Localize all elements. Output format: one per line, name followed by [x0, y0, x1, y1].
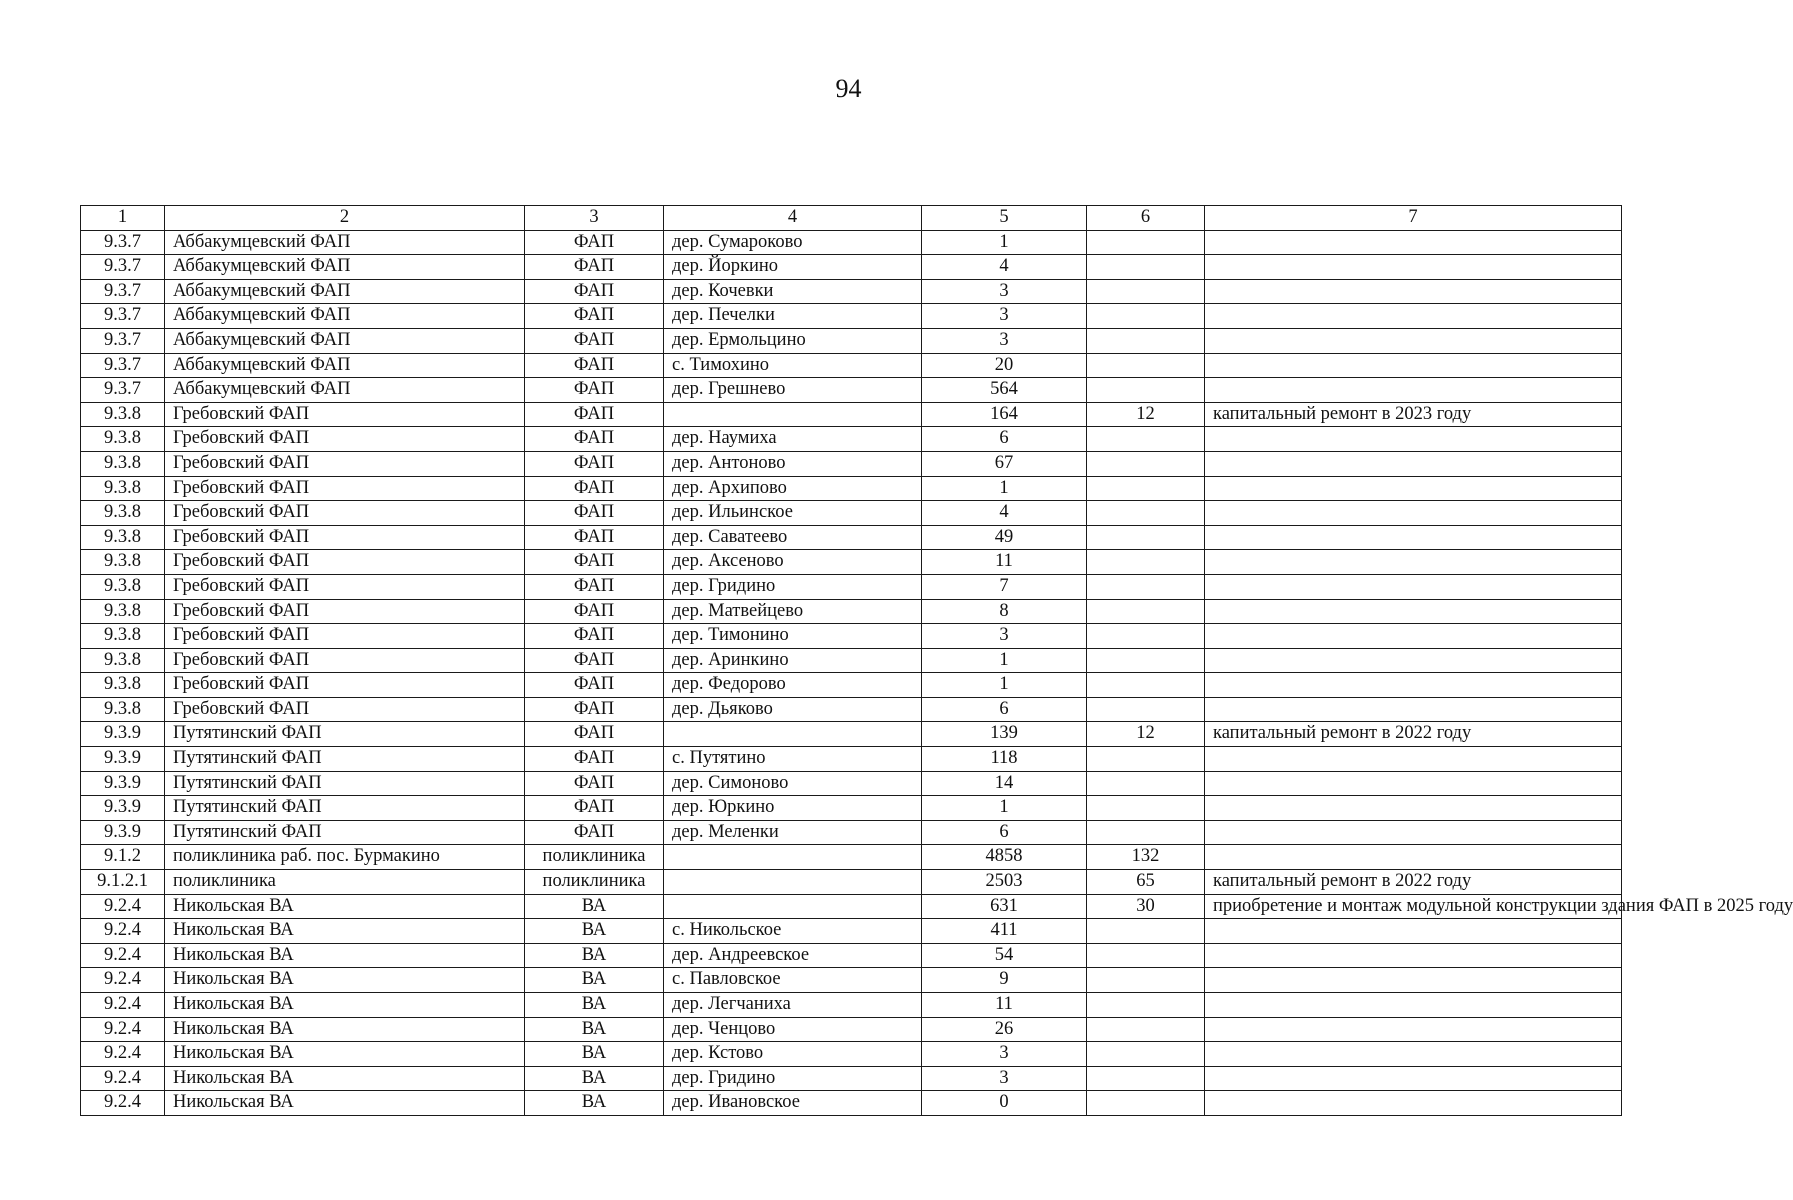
facility-type-cell: ВА — [525, 1066, 664, 1091]
table-row — [81, 1091, 1622, 1116]
table-row — [81, 550, 1622, 575]
row-number-cell: 9.2.4 — [81, 1017, 165, 1042]
population-cell: 14 — [922, 771, 1087, 796]
population-cell: 118 — [922, 747, 1087, 772]
facility-type-cell: ФАП — [525, 820, 664, 845]
note-cell — [1205, 525, 1622, 550]
settlement-cell: дер. Тимонино — [664, 624, 922, 649]
facility-type-cell: ФАП — [525, 673, 664, 698]
population-cell: 2503 — [922, 870, 1087, 895]
population-cell: 20 — [922, 353, 1087, 378]
staff-cell — [1087, 1066, 1205, 1091]
facility-type-cell: ВА — [525, 968, 664, 993]
population-cell: 9 — [922, 968, 1087, 993]
staff-cell — [1087, 279, 1205, 304]
settlement-cell: дер. Меленки — [664, 820, 922, 845]
facility-name-cell: Гребовский ФАП — [165, 402, 525, 427]
facility-name-cell: Никольская ВА — [165, 894, 525, 919]
settlement-cell: с. Павловское — [664, 968, 922, 993]
facility-name-cell: Гребовский ФАП — [165, 673, 525, 698]
facility-name-cell: Гребовский ФАП — [165, 550, 525, 575]
facility-name-cell: Путятинский ФАП — [165, 820, 525, 845]
facility-type-cell: ФАП — [525, 427, 664, 452]
table-row — [81, 894, 1622, 919]
population-cell: 1 — [922, 476, 1087, 501]
row-number-cell: 9.3.8 — [81, 525, 165, 550]
column-header: 5 — [922, 206, 1087, 231]
table-row — [81, 968, 1622, 993]
settlement-cell: дер. Гридино — [664, 574, 922, 599]
row-number-cell: 9.3.8 — [81, 574, 165, 599]
staff-cell — [1087, 525, 1205, 550]
facility-type-cell: ВА — [525, 993, 664, 1018]
staff-cell — [1087, 501, 1205, 526]
facility-type-cell: ФАП — [525, 353, 664, 378]
row-number-cell: 9.3.8 — [81, 550, 165, 575]
note-cell — [1205, 279, 1622, 304]
staff-cell: 12 — [1087, 722, 1205, 747]
population-cell: 3 — [922, 328, 1087, 353]
facility-name-cell: Аббакумцевский ФАП — [165, 304, 525, 329]
population-cell: 164 — [922, 402, 1087, 427]
settlement-cell: дер. Ченцово — [664, 1017, 922, 1042]
note-cell — [1205, 648, 1622, 673]
facility-type-cell: ФАП — [525, 722, 664, 747]
staff-cell — [1087, 574, 1205, 599]
settlement-cell: с. Тимохино — [664, 353, 922, 378]
staff-cell — [1087, 673, 1205, 698]
settlement-cell — [664, 894, 922, 919]
facility-name-cell: Аббакумцевский ФАП — [165, 378, 525, 403]
population-cell: 0 — [922, 1091, 1087, 1116]
facility-name-cell: Аббакумцевский ФАП — [165, 353, 525, 378]
table-row — [81, 796, 1622, 821]
facility-name-cell: Гребовский ФАП — [165, 525, 525, 550]
staff-cell: 65 — [1087, 870, 1205, 895]
note-cell — [1205, 304, 1622, 329]
note-cell: капитальный ремонт в 2022 году — [1205, 722, 1622, 747]
settlement-cell: дер. Кстово — [664, 1042, 922, 1067]
facility-name-cell: поликлиника раб. пос. Бурмакино — [165, 845, 525, 870]
staff-cell — [1087, 599, 1205, 624]
facility-name-cell: Гребовский ФАП — [165, 648, 525, 673]
table-row — [81, 525, 1622, 550]
facility-name-cell: Никольская ВА — [165, 968, 525, 993]
settlement-cell — [664, 870, 922, 895]
table-row — [81, 353, 1622, 378]
settlement-cell: дер. Наумиха — [664, 427, 922, 452]
table-row — [81, 747, 1622, 772]
facility-name-cell: Гребовский ФАП — [165, 574, 525, 599]
staff-cell — [1087, 648, 1205, 673]
table-row — [81, 673, 1622, 698]
table-row — [81, 255, 1622, 280]
staff-cell: 132 — [1087, 845, 1205, 870]
staff-cell — [1087, 820, 1205, 845]
note-cell — [1205, 328, 1622, 353]
facilities-table — [80, 205, 1793, 1116]
facility-name-cell: Никольская ВА — [165, 1066, 525, 1091]
table-row — [81, 943, 1622, 968]
note-cell — [1205, 820, 1622, 845]
note-cell — [1205, 255, 1622, 280]
facility-type-cell: ФАП — [525, 451, 664, 476]
settlement-cell: дер. Ильинское — [664, 501, 922, 526]
staff-cell — [1087, 796, 1205, 821]
row-number-cell: 9.3.7 — [81, 279, 165, 304]
table-row — [81, 304, 1622, 329]
facility-type-cell: поликлиника — [525, 845, 664, 870]
settlement-cell: дер. Симоново — [664, 771, 922, 796]
population-cell: 411 — [922, 919, 1087, 944]
row-number-cell: 9.2.4 — [81, 1091, 165, 1116]
staff-cell — [1087, 230, 1205, 255]
row-number-cell: 9.3.9 — [81, 747, 165, 772]
population-cell: 26 — [922, 1017, 1087, 1042]
table-row — [81, 697, 1622, 722]
facility-name-cell: Гребовский ФАП — [165, 476, 525, 501]
row-number-cell: 9.2.4 — [81, 943, 165, 968]
settlement-cell: дер. Ивановское — [664, 1091, 922, 1116]
row-number-cell: 9.1.2.1 — [81, 870, 165, 895]
facility-type-cell: ФАП — [525, 525, 664, 550]
note-cell — [1205, 771, 1622, 796]
row-number-cell: 9.3.9 — [81, 820, 165, 845]
population-cell: 4858 — [922, 845, 1087, 870]
table-row — [81, 820, 1622, 845]
facility-type-cell: ФАП — [525, 796, 664, 821]
note-cell — [1205, 1042, 1622, 1067]
table-header-row — [81, 206, 1622, 231]
note-cell — [1205, 550, 1622, 575]
facility-name-cell: Путятинский ФАП — [165, 796, 525, 821]
table-row — [81, 279, 1622, 304]
row-number-cell: 9.3.8 — [81, 451, 165, 476]
row-number-cell: 9.3.8 — [81, 501, 165, 526]
note-cell — [1205, 451, 1622, 476]
population-cell: 1 — [922, 673, 1087, 698]
note-cell — [1205, 476, 1622, 501]
facility-type-cell: ФАП — [525, 402, 664, 427]
row-number-cell: 9.3.7 — [81, 230, 165, 255]
settlement-cell: дер. Антоново — [664, 451, 922, 476]
staff-cell — [1087, 328, 1205, 353]
facility-type-cell: ФАП — [525, 697, 664, 722]
settlement-cell: дер. Юркино — [664, 796, 922, 821]
note-cell — [1205, 697, 1622, 722]
row-number-cell: 9.3.9 — [81, 796, 165, 821]
table-row — [81, 501, 1622, 526]
facility-type-cell: ВА — [525, 1042, 664, 1067]
settlement-cell: дер. Аринкино — [664, 648, 922, 673]
row-number-cell: 9.3.8 — [81, 624, 165, 649]
column-header: 2 — [165, 206, 525, 231]
population-cell: 564 — [922, 378, 1087, 403]
facility-type-cell: ФАП — [525, 599, 664, 624]
staff-cell — [1087, 1091, 1205, 1116]
population-cell: 67 — [922, 451, 1087, 476]
table-row — [81, 427, 1622, 452]
staff-cell — [1087, 255, 1205, 280]
facility-name-cell: Гребовский ФАП — [165, 501, 525, 526]
note-cell — [1205, 1017, 1622, 1042]
note-cell — [1205, 919, 1622, 944]
note-cell — [1205, 599, 1622, 624]
population-cell: 8 — [922, 599, 1087, 624]
row-number-cell: 9.3.8 — [81, 599, 165, 624]
facility-type-cell: ФАП — [525, 304, 664, 329]
facility-name-cell: Гребовский ФАП — [165, 624, 525, 649]
staff-cell — [1087, 919, 1205, 944]
facility-name-cell: Аббакумцевский ФАП — [165, 328, 525, 353]
staff-cell — [1087, 771, 1205, 796]
table-row — [81, 1042, 1622, 1067]
settlement-cell: дер. Архипово — [664, 476, 922, 501]
staff-cell — [1087, 427, 1205, 452]
facility-name-cell: Аббакумцевский ФАП — [165, 255, 525, 280]
staff-cell — [1087, 451, 1205, 476]
facility-name-cell: Аббакумцевский ФАП — [165, 230, 525, 255]
settlement-cell: дер. Печелки — [664, 304, 922, 329]
facility-type-cell: ФАП — [525, 328, 664, 353]
population-cell: 3 — [922, 1066, 1087, 1091]
table-body — [81, 230, 1793, 1115]
settlement-cell: дер. Федорово — [664, 673, 922, 698]
note-cell — [1205, 378, 1622, 403]
facility-name-cell: Никольская ВА — [165, 1042, 525, 1067]
population-cell: 1 — [922, 648, 1087, 673]
facility-name-cell: Никольская ВА — [165, 919, 525, 944]
settlement-cell: дер. Кочевки — [664, 279, 922, 304]
facility-type-cell: поликлиника — [525, 870, 664, 895]
facility-type-cell: ФАП — [525, 550, 664, 575]
column-header: 6 — [1087, 206, 1205, 231]
population-cell: 1 — [922, 230, 1087, 255]
table-row — [81, 993, 1622, 1018]
note-cell — [1205, 501, 1622, 526]
facility-name-cell: Путятинский ФАП — [165, 771, 525, 796]
staff-cell — [1087, 304, 1205, 329]
note-cell — [1205, 845, 1622, 870]
staff-cell — [1087, 624, 1205, 649]
population-cell: 7 — [922, 574, 1087, 599]
facility-name-cell: Никольская ВА — [165, 1017, 525, 1042]
table-row — [81, 230, 1622, 255]
facility-name-cell: Путятинский ФАП — [165, 722, 525, 747]
table-row — [81, 648, 1622, 673]
settlement-cell: дер. Сумароково — [664, 230, 922, 255]
settlement-cell — [664, 402, 922, 427]
row-number-cell: 9.3.8 — [81, 673, 165, 698]
facility-name-cell: Никольская ВА — [165, 1091, 525, 1116]
staff-cell — [1087, 697, 1205, 722]
population-cell: 3 — [922, 624, 1087, 649]
note-cell — [1205, 968, 1622, 993]
facility-type-cell: ФАП — [525, 378, 664, 403]
note-cell: капитальный ремонт в 2022 году — [1205, 870, 1622, 895]
settlement-cell: дер. Матвейцево — [664, 599, 922, 624]
row-number-cell: 9.2.4 — [81, 919, 165, 944]
table-row — [81, 574, 1622, 599]
note-cell — [1205, 1066, 1622, 1091]
note-cell: капитальный ремонт в 2023 году — [1205, 402, 1622, 427]
row-number-cell: 9.3.9 — [81, 771, 165, 796]
staff-cell — [1087, 968, 1205, 993]
table-row — [81, 451, 1622, 476]
facility-type-cell: ВА — [525, 919, 664, 944]
facility-type-cell: ФАП — [525, 747, 664, 772]
facility-name-cell: Гребовский ФАП — [165, 427, 525, 452]
note-cell — [1205, 1091, 1622, 1116]
population-cell: 4 — [922, 255, 1087, 280]
facility-name-cell: Гребовский ФАП — [165, 599, 525, 624]
population-cell: 54 — [922, 943, 1087, 968]
staff-cell — [1087, 550, 1205, 575]
staff-cell — [1087, 747, 1205, 772]
settlement-cell: с. Никольское — [664, 919, 922, 944]
staff-cell — [1087, 1017, 1205, 1042]
population-cell: 11 — [922, 993, 1087, 1018]
facility-type-cell: ВА — [525, 894, 664, 919]
table-row — [81, 378, 1622, 403]
row-number-cell: 9.3.9 — [81, 722, 165, 747]
note-cell — [1205, 747, 1622, 772]
note-cell — [1205, 353, 1622, 378]
settlement-cell — [664, 722, 922, 747]
facility-type-cell: ФАП — [525, 624, 664, 649]
facility-name-cell: Никольская ВА — [165, 943, 525, 968]
row-number-cell: 9.2.4 — [81, 1042, 165, 1067]
facility-name-cell: Никольская ВА — [165, 993, 525, 1018]
row-number-cell: 9.3.7 — [81, 328, 165, 353]
facility-type-cell: ВА — [525, 943, 664, 968]
column-header: 3 — [525, 206, 664, 231]
settlement-cell: дер. Аксеново — [664, 550, 922, 575]
table-row — [81, 328, 1622, 353]
note-cell: приобретение и монтаж модульной конструкции здания ФАП в 2025 году — [1205, 894, 1622, 919]
facility-type-cell: ФАП — [525, 501, 664, 526]
note-cell — [1205, 673, 1622, 698]
staff-cell — [1087, 1042, 1205, 1067]
row-number-cell: 9.2.4 — [81, 968, 165, 993]
population-cell: 4 — [922, 501, 1087, 526]
table-row — [81, 919, 1622, 944]
settlement-cell: дер. Грешнево — [664, 378, 922, 403]
settlement-cell: дер. Легчаниха — [664, 993, 922, 1018]
facility-type-cell: ФАП — [525, 279, 664, 304]
staff-cell: 30 — [1087, 894, 1205, 919]
table-row — [81, 402, 1622, 427]
row-number-cell: 9.3.8 — [81, 697, 165, 722]
table-row — [81, 722, 1622, 747]
staff-cell — [1087, 476, 1205, 501]
row-number-cell: 9.3.8 — [81, 476, 165, 501]
staff-cell: 12 — [1087, 402, 1205, 427]
table-row — [81, 476, 1622, 501]
settlement-cell: дер. Андреевское — [664, 943, 922, 968]
facility-type-cell: ВА — [525, 1091, 664, 1116]
table-row — [81, 870, 1622, 895]
staff-cell — [1087, 993, 1205, 1018]
note-cell — [1205, 574, 1622, 599]
settlement-cell: дер. Саватеево — [664, 525, 922, 550]
population-cell: 3 — [922, 304, 1087, 329]
note-cell — [1205, 624, 1622, 649]
facility-type-cell: ФАП — [525, 255, 664, 280]
facility-name-cell: Путятинский ФАП — [165, 747, 525, 772]
population-cell: 6 — [922, 427, 1087, 452]
row-number-cell: 9.3.8 — [81, 648, 165, 673]
table-row — [81, 624, 1622, 649]
population-cell: 11 — [922, 550, 1087, 575]
note-cell — [1205, 427, 1622, 452]
settlement-cell: дер. Ермольцино — [664, 328, 922, 353]
facility-name-cell: Аббакумцевский ФАП — [165, 279, 525, 304]
table-row — [81, 845, 1622, 870]
column-header: 7 — [1205, 206, 1622, 231]
population-cell: 1 — [922, 796, 1087, 821]
page-number: 94 — [835, 74, 862, 103]
population-cell: 49 — [922, 525, 1087, 550]
row-number-cell: 9.3.8 — [81, 402, 165, 427]
row-number-cell: 9.2.4 — [81, 894, 165, 919]
facility-type-cell: ФАП — [525, 648, 664, 673]
settlement-cell: дер. Гридино — [664, 1066, 922, 1091]
note-cell — [1205, 796, 1622, 821]
facility-type-cell: ВА — [525, 1017, 664, 1042]
population-cell: 3 — [922, 279, 1087, 304]
settlement-cell: дер. Дьяково — [664, 697, 922, 722]
population-cell: 631 — [922, 894, 1087, 919]
staff-cell — [1087, 378, 1205, 403]
facility-name-cell: поликлиника — [165, 870, 525, 895]
facility-name-cell: Гребовский ФАП — [165, 451, 525, 476]
table-row — [81, 1066, 1622, 1091]
settlement-cell: с. Путятино — [664, 747, 922, 772]
population-cell: 3 — [922, 1042, 1087, 1067]
staff-cell — [1087, 353, 1205, 378]
row-number-cell: 9.1.2 — [81, 845, 165, 870]
note-cell — [1205, 993, 1622, 1018]
column-header: 4 — [664, 206, 922, 231]
row-number-cell: 9.2.4 — [81, 1066, 165, 1091]
row-number-cell: 9.3.7 — [81, 378, 165, 403]
facility-type-cell: ФАП — [525, 574, 664, 599]
settlement-cell: дер. Йоркино — [664, 255, 922, 280]
staff-cell — [1087, 943, 1205, 968]
table-row — [81, 1017, 1622, 1042]
population-cell: 6 — [922, 820, 1087, 845]
population-cell: 139 — [922, 722, 1087, 747]
facility-type-cell: ФАП — [525, 476, 664, 501]
column-header: 1 — [81, 206, 165, 231]
row-number-cell: 9.2.4 — [81, 993, 165, 1018]
settlement-cell — [664, 845, 922, 870]
facility-type-cell: ФАП — [525, 230, 664, 255]
population-cell: 6 — [922, 697, 1087, 722]
row-number-cell: 9.3.7 — [81, 353, 165, 378]
facility-name-cell: Гребовский ФАП — [165, 697, 525, 722]
row-number-cell: 9.3.7 — [81, 255, 165, 280]
table-row — [81, 771, 1622, 796]
row-number-cell: 9.3.8 — [81, 427, 165, 452]
note-cell — [1205, 943, 1622, 968]
row-number-cell: 9.3.7 — [81, 304, 165, 329]
note-cell — [1205, 230, 1622, 255]
facility-type-cell: ФАП — [525, 771, 664, 796]
table-row — [81, 599, 1622, 624]
